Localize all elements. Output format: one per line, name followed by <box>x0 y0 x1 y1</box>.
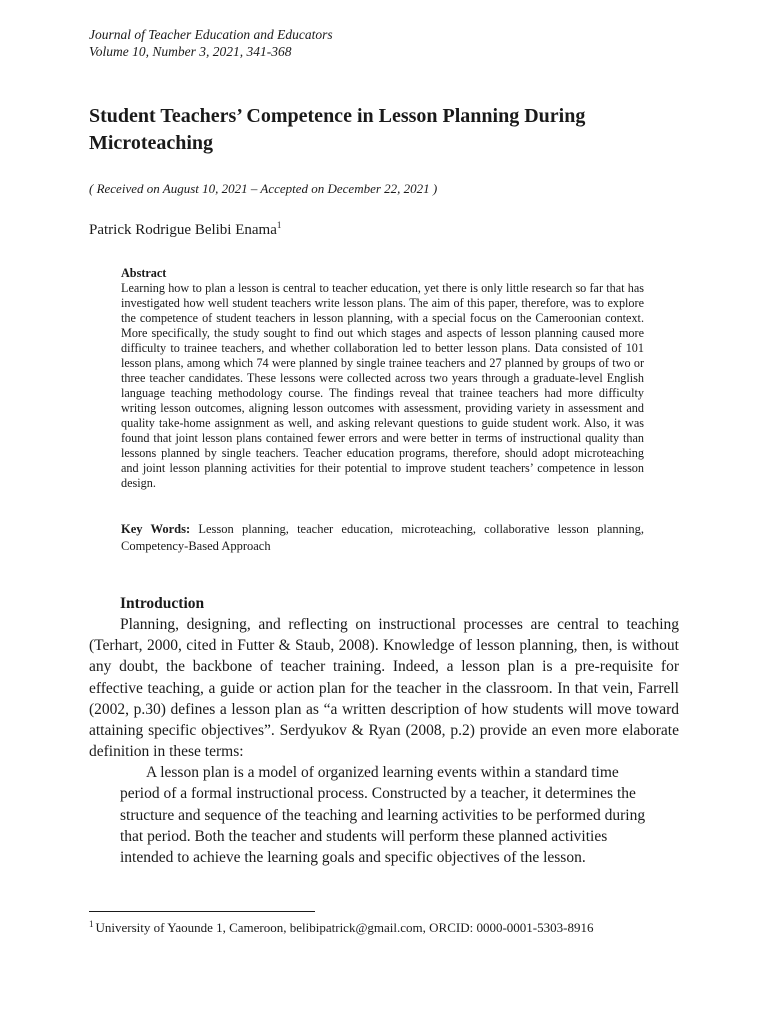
abstract-body: Learning how to plan a lesson is central to teacher education, yet there is only little research so far that has investigated how well student teachers write lesson plans. The aim of this paper, therefore, was to explore the competence of student teachers in lesson planning, with a special focus on the Cameroonian context. More specifically, the study sought to find out which stages and aspects of lesson planning caused more difficulty to trainee teachers, and whether collaboration led to better lesson plans. Data consisted of 101 lesson plans, among which 74 were planned by single trainee teachers and 27 planned by groups of two or three teacher candidates. These lessons were collected across two years through a graduate-level English language teaching methodology course. The findings reveal that trainee teachers had more difficulty writing lesson outcomes, aligning lesson outcomes with assessment, providing variety in assessment and quality take-home assignment as well, and asking relevant questions to guide student work. Also, it was found that joint lesson plans contained fewer errors and were better in terms of instructional quality than lessons planned by single teachers. Teacher education programs, therefore, should adopt microteaching and joint lesson planning activities for their potential to improve student teachers’ competence in lesson design. <box>121 281 644 490</box>
keywords-text: Lesson planning, teacher education, microteaching, collaborative lesson planning, Competency-Based Approach <box>121 522 645 553</box>
journal-name: Journal of Teacher Education and Educators <box>89 27 333 42</box>
footnote-text: University of Yaounde 1, Cameroon, belibipatrick@gmail.com, ORCID: 0000-0001-5303-8916 <box>95 920 594 935</box>
block-quote: A lesson plan is a model of organized learning events within a standard time period of a formal instructional process. Constructed by a teacher, it determines the structure and sequence of the teaching and learning activities to be performed during that period. Both the teacher and students will perform these planned activities intended to achieve the learning goals and specific objectives of the lesson. <box>120 764 646 867</box>
footnote-divider <box>89 911 315 912</box>
author-name: Patrick Rodrigue Belibi Enama <box>89 222 277 238</box>
author-footnote-mark: 1 <box>276 220 282 230</box>
author-line <box>89 220 281 240</box>
journal-header <box>89 26 333 60</box>
keywords-label: Key Words: <box>121 522 191 536</box>
received-dates: ( Received on August 10, 2021 – Accepted on December 22, 2021 ) <box>89 181 438 196</box>
footnote-mark: 1 <box>89 918 94 929</box>
abstract-section <box>121 266 644 491</box>
paper-title: Student Teachers’ Competence in Lesson Planning During Microteaching <box>89 105 586 154</box>
introduction-heading: Introduction <box>120 595 205 612</box>
abstract-heading: Abstract <box>121 266 167 280</box>
journal-volume: Volume 10, Number 3, 2021, 341-368 <box>89 44 292 59</box>
introduction-paragraph: Planning, designing, and reflecting on instructional processes are central to teaching (Terhart, 2000, cited in Futter & Staub, 2008). Knowledge of lesson planning, then, is without any doubt, the backbone of teacher training. Indeed, a lesson plan is a pre-requisite for effective teaching, a guide or action plan for the teacher in the classroom. In that vein, Farrell (2002, p.30) defines a lesson plan as “a written description of how students will move toward attaining specific objectives”. Serdyukov & Ryan (2008, p.2) provide an even more elaborate definition in these terms: <box>89 616 679 761</box>
footnote <box>89 919 593 936</box>
keywords <box>121 521 644 555</box>
